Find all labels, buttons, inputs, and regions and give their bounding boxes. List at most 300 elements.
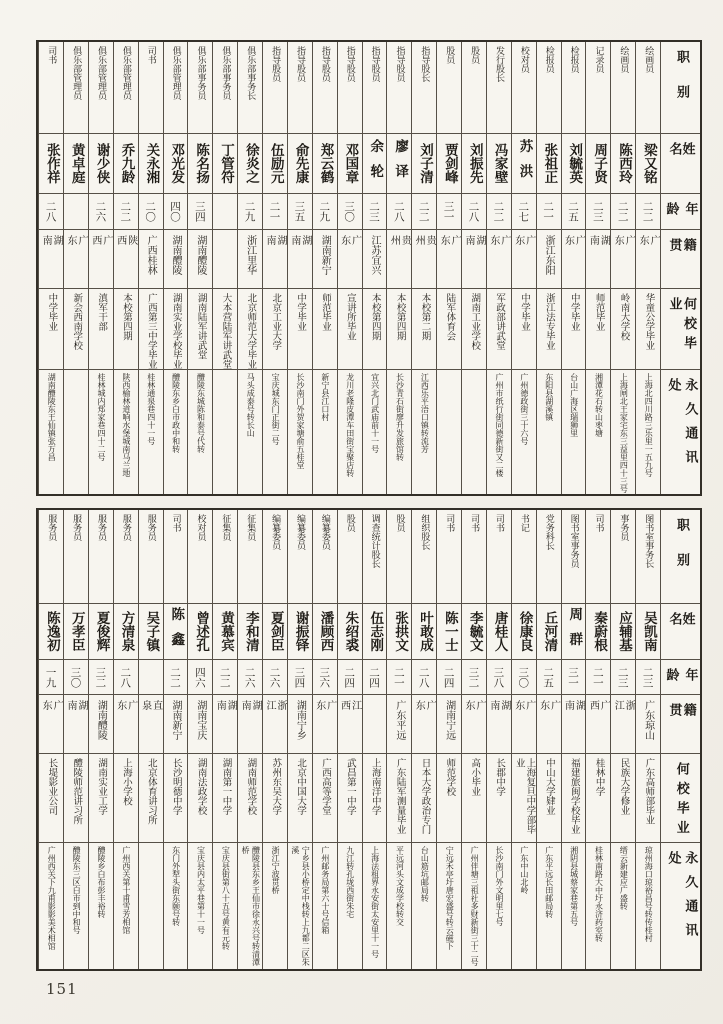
person-column <box>287 42 312 494</box>
school-cell: 福建旅闽学校毕业 <box>562 754 586 843</box>
school-cell: 武昌第一中学 <box>338 754 362 843</box>
name-cell: 张祖正 <box>537 134 561 194</box>
name-cell: 黄慕宾 <box>213 604 237 660</box>
school-cell: 广西第三中学毕业 <box>139 289 163 370</box>
job-title-cell: 图书室事务员 <box>562 510 586 604</box>
person-column <box>212 510 237 969</box>
origin-cell: 广东 <box>487 230 511 289</box>
age-cell: 二八 <box>412 660 436 695</box>
address-cell: 广州西关第十甫雪芳相馆 <box>121 846 131 934</box>
age-cell: 一九 <box>39 660 63 695</box>
address-cell: 长沙南门外文明里七号 <box>495 846 504 926</box>
job-title-cell: 俱乐部事务员 <box>188 42 212 134</box>
row-header-column <box>660 42 700 494</box>
job-title-cell: 征集员 <box>213 510 237 604</box>
address-cell: 陕西榆林道响水堡城南马兰地 <box>121 373 131 477</box>
origin-cell: 湖南 <box>487 695 511 754</box>
job-title-cell: 指导股员 <box>363 42 387 134</box>
school-cell: 广东陆军测量毕业 <box>387 754 411 843</box>
school-cell: 本校第四期 <box>114 289 138 370</box>
job-title-cell: 指导股员 <box>288 42 312 134</box>
name-cell: 吴凯南 <box>636 604 660 660</box>
address-cell: 浙江宁波贯桥 <box>271 846 281 894</box>
header-job-title: 职别 <box>661 42 700 134</box>
person-column <box>212 42 237 494</box>
person-column <box>610 510 635 969</box>
age-cell: 二五 <box>562 194 586 230</box>
address-cell: 桂林南路大中圩永济药室转 <box>594 846 604 942</box>
job-title-cell: 司书 <box>487 510 511 604</box>
job-title-cell: 记录员 <box>586 42 610 134</box>
school-cell: 广西高等学堂 <box>313 754 337 843</box>
school-cell: 中学毕业 <box>39 289 63 370</box>
address-cell: 东阳县湖溪镇 <box>544 373 554 421</box>
school-cell: 滇军干部 <box>89 289 113 370</box>
person-column <box>88 42 113 494</box>
person-column <box>237 42 262 494</box>
person-column <box>362 42 387 494</box>
school-cell: 中学毕业 <box>512 289 536 370</box>
school-cell: 岭南大学校 <box>611 289 635 370</box>
job-title-cell: 绘画员 <box>611 42 635 134</box>
person-column <box>511 42 536 494</box>
header-age: 年龄 <box>661 660 700 695</box>
origin-cell: 广东 <box>313 695 337 754</box>
address-cell: 湘阴县城蔡家巷第五号 <box>569 846 579 926</box>
age-cell: 四六 <box>188 660 212 695</box>
job-title-cell: 校对员 <box>188 510 212 604</box>
age-cell: 三四 <box>288 660 312 695</box>
person-column <box>561 42 586 494</box>
school-cell: 本校第二期 <box>412 289 436 370</box>
age-cell: 三五 <box>288 194 312 230</box>
name-cell: 刘毓英 <box>562 134 586 194</box>
address-cell: 宝庆城东门正街二号 <box>271 373 281 445</box>
age-cell: 二一 <box>387 660 411 695</box>
address-cell: 宁乡县小桥定中栈转上九都二区朱溪 <box>290 846 311 966</box>
person-column <box>287 510 312 969</box>
age-cell: 三二 <box>89 660 113 695</box>
name-cell: 丁管符 <box>213 134 237 194</box>
address-cell: 醴陵东乡白市政中和转 <box>171 373 181 453</box>
job-title-cell: 服务员 <box>89 510 113 604</box>
age-cell: 二六 <box>263 660 287 695</box>
job-title-cell: 服务员 <box>64 510 88 604</box>
job-title-cell: 司书 <box>164 510 188 604</box>
person-column <box>362 510 387 969</box>
origin-cell: 广东 <box>114 695 138 754</box>
address-cell: 醴陵东三区白市到中和号 <box>72 846 82 934</box>
age-cell: 二一 <box>537 194 561 230</box>
name-cell: 刘子清 <box>412 134 436 194</box>
header-job-title: 职别 <box>661 510 700 604</box>
name-cell: 吴子镇 <box>139 604 163 660</box>
name-cell: 叶敢成 <box>412 604 436 660</box>
job-title-cell: 俱乐部事务员 <box>213 42 237 134</box>
person-column <box>138 510 163 969</box>
origin-cell: 湖南 <box>263 230 287 289</box>
school-cell: 陆军体育会 <box>437 289 461 370</box>
address-cell: 醴陵乡白布彭丰裕转 <box>97 846 106 918</box>
age-cell: 二三 <box>586 194 610 230</box>
person-column <box>312 42 337 494</box>
school-cell: 中学毕业 <box>288 289 312 370</box>
name-cell: 周子贤 <box>586 134 610 194</box>
age-cell: 二六 <box>238 660 262 695</box>
person-column <box>187 510 212 969</box>
job-title-cell: 服务员 <box>139 510 163 604</box>
origin-cell: 广东 <box>412 695 436 754</box>
school-cell: 本校第四期 <box>387 289 411 370</box>
age-cell: 二二 <box>487 194 511 230</box>
job-title-cell: 俱乐部管理员 <box>164 42 188 134</box>
person-column <box>38 510 63 969</box>
name-cell: 朱绍裘 <box>338 604 362 660</box>
name-cell: 谢少侠 <box>89 134 113 194</box>
address-cell: 桂林通泉巷四十一号 <box>146 373 156 445</box>
origin-cell: 湖南醴陵 <box>188 230 212 289</box>
school-cell: 北京体育讲习所 <box>139 754 163 843</box>
school-cell: 上海小学校 <box>114 754 138 843</box>
age-cell: 二八 <box>387 194 411 230</box>
name-cell: 陈名扬 <box>188 134 212 194</box>
roster-table-upper <box>36 40 702 496</box>
person-column <box>635 510 660 969</box>
job-title-cell: 指导股长 <box>412 42 436 134</box>
job-title-cell: 书记 <box>512 510 536 604</box>
address-cell: 台山筋坑邮局转 <box>420 846 430 902</box>
name-cell: 万孝臣 <box>64 604 88 660</box>
age-cell: 二一 <box>263 194 287 230</box>
age-cell: 二九 <box>238 194 262 230</box>
job-title-cell: 编纂委员 <box>263 510 287 604</box>
origin-cell: 广东 <box>64 230 88 289</box>
age-cell: 三四 <box>188 194 212 230</box>
origin-cell: 广东 <box>39 695 63 754</box>
address-cell: 上海法租界永安街太安里十一号 <box>370 846 380 958</box>
name-cell: 黄卓庭 <box>64 134 88 194</box>
person-column <box>187 42 212 494</box>
age-cell: 二一 <box>586 660 610 695</box>
age-cell: 三一 <box>437 194 461 230</box>
address-cell: 琼州海口琼裕昌号转传桂村 <box>644 846 654 942</box>
origin-cell: 湖南宁远 <box>437 695 461 754</box>
origin-cell: 广东 <box>636 230 660 289</box>
age-cell: 三一 <box>562 660 586 695</box>
name-cell: 陈鑫 <box>164 604 188 660</box>
school-cell: 宣讲所毕业 <box>338 289 362 370</box>
school-cell: 师范毕业 <box>586 289 610 370</box>
name-cell: 陈逸初 <box>39 604 63 660</box>
name-cell: 夏剑臣 <box>263 604 287 660</box>
age-cell: 四〇 <box>164 194 188 230</box>
school-cell: 中山大学肄业 <box>537 754 561 843</box>
name-cell: 俞先康 <box>288 134 312 194</box>
person-column <box>63 510 88 969</box>
school-cell: 湖南第一中学 <box>213 754 237 843</box>
job-title-cell: 指导股员 <box>387 42 411 134</box>
job-title-cell: 发行股长 <box>487 42 511 134</box>
person-column <box>163 42 188 494</box>
address-cell: 上海闸北王家宅东三益里四十三号 <box>619 373 629 493</box>
origin-cell: 广东 <box>462 695 486 754</box>
name-cell: 潘顾西 <box>313 604 337 660</box>
age-cell: 三〇 <box>64 660 88 695</box>
person-column <box>262 510 287 969</box>
origin-cell: 湖南 <box>586 230 610 289</box>
address-cell: 宝庆县街第八十五号黄有元转 <box>221 846 231 950</box>
header-origin: 籍贯 <box>661 230 700 289</box>
age-cell: 二八 <box>39 194 63 230</box>
school-cell: 师范毕业 <box>313 289 337 370</box>
origin-cell: 陕西 <box>114 230 138 289</box>
age-cell: 二七 <box>512 194 536 230</box>
name-cell: 徐康良 <box>512 604 536 660</box>
name-cell: 余轮 <box>363 134 387 194</box>
person-column <box>88 510 113 969</box>
origin-cell: 浙江 <box>611 695 635 754</box>
origin-cell: 广东平远 <box>387 695 411 754</box>
school-cell: 苏州东吴大学 <box>263 754 287 843</box>
age-cell: 三〇 <box>512 660 536 695</box>
age-cell: 三二 <box>462 660 486 695</box>
name-cell: 丘河清 <box>537 604 561 660</box>
origin-cell: 贵州 <box>387 230 411 289</box>
person-column <box>536 42 561 494</box>
person-column <box>411 510 436 969</box>
job-title-cell: 组织股长 <box>412 510 436 604</box>
person-column <box>436 42 461 494</box>
job-title-cell: 司书 <box>462 510 486 604</box>
origin-cell: 广西桂林 <box>139 230 163 289</box>
job-title-cell: 俱乐部事务长 <box>238 42 262 134</box>
address-cell: 马头成泰号转长山 <box>246 373 256 437</box>
person-column <box>561 510 586 969</box>
person-column <box>436 510 461 969</box>
person-column <box>386 42 411 494</box>
age-cell: 二三 <box>636 660 660 695</box>
address-cell <box>139 843 163 969</box>
school-cell: 日本大学政治专门 <box>412 754 436 843</box>
job-title-cell: 图书室事务长 <box>636 510 660 604</box>
age-cell: 二二 <box>611 194 635 230</box>
origin-cell: 湖南醴陵 <box>89 695 113 754</box>
name-cell: 关永湘 <box>139 134 163 194</box>
origin-cell: 湖南 <box>64 695 88 754</box>
address-cell: 湖南醴陵东王仙镇张万昌 <box>47 373 57 461</box>
address-cell: 醴陵县东乡王仙市徐永兴号转清潭桥 <box>241 846 261 966</box>
address-cell: 广州西关下九甫影影美术相馆 <box>47 846 57 950</box>
name-cell: 梁又铭 <box>636 134 660 194</box>
school-cell: 长堤影业公司 <box>39 754 63 843</box>
address-cell: 宜兴北门武庙前十一号 <box>370 373 380 453</box>
person-column <box>113 510 138 969</box>
header-school: 何校毕业 <box>661 289 700 370</box>
age-cell: 二〇 <box>139 194 163 230</box>
address-cell <box>462 370 486 494</box>
age-cell: 二四 <box>363 660 387 695</box>
school-cell: 上海南洋中学 <box>363 754 387 843</box>
age-cell: 二二 <box>412 194 436 230</box>
page-number: 151 <box>46 980 78 998</box>
person-column <box>486 42 511 494</box>
origin-cell: 广东 <box>611 230 635 289</box>
job-title-cell: 司书 <box>586 510 610 604</box>
address-cell: 宁远禾亭圩唐宏盛号转云磁下 <box>445 846 455 950</box>
origin-cell: 湖南 <box>562 695 586 754</box>
person-column <box>461 42 486 494</box>
job-title-cell: 指导股员 <box>338 42 362 134</box>
address-cell: 广州伴塘三祖社多财新街三十二号 <box>470 846 480 966</box>
address-cell: 台山广海区瑞狮里 <box>569 373 579 437</box>
school-cell: 师范学校 <box>437 754 461 843</box>
origin-cell: 贵州 <box>412 230 436 289</box>
origin-cell: 湖南 <box>213 695 237 754</box>
job-title-cell: 编纂委员 <box>313 510 337 604</box>
name-cell: 周群 <box>562 604 586 660</box>
person-column <box>411 42 436 494</box>
address-cell: 湘潭花石转山枣塘 <box>594 373 604 437</box>
person-column <box>38 42 63 494</box>
school-cell: 本校第四期 <box>363 289 387 370</box>
age-cell: 二二 <box>114 194 138 230</box>
origin-cell: 广东 <box>437 230 461 289</box>
origin-cell: 湖南宁乡 <box>288 695 312 754</box>
person-column <box>138 42 163 494</box>
age-cell: 三〇 <box>338 194 362 230</box>
header-origin: 籍贯 <box>661 695 700 754</box>
job-title-cell: 服务员 <box>39 510 63 604</box>
origin-cell: 广西 <box>586 695 610 754</box>
origin-cell: 浙江东阳 <box>537 230 561 289</box>
name-cell: 刘振先 <box>462 134 486 194</box>
name-cell: 苏洪 <box>512 134 536 194</box>
address-cell: 江西乐平浯口镇转流芳 <box>420 373 430 453</box>
origin-cell: 广东 <box>338 230 362 289</box>
origin-cell: 湖南新宁 <box>164 695 188 754</box>
address-cell <box>437 370 461 494</box>
origin-cell: 广东 <box>537 695 561 754</box>
school-cell: 湖南实业工学 <box>89 754 113 843</box>
job-title-cell: 司书 <box>39 42 63 134</box>
name-cell: 张作祥 <box>39 134 63 194</box>
header-name: 姓名 <box>661 604 700 660</box>
person-column <box>163 510 188 969</box>
school-cell: 长郡中学 <box>487 754 511 843</box>
address-cell: 长沙南门外贺家塘俞五桂堂 <box>296 373 305 469</box>
origin-cell: 湖南 <box>238 695 262 754</box>
job-title-cell: 俱乐部管理员 <box>114 42 138 134</box>
person-column <box>585 510 610 969</box>
address-cell: 平远河头文成学校转交 <box>395 846 405 926</box>
name-cell: 邓光发 <box>164 134 188 194</box>
job-title-cell: 征集员 <box>238 510 262 604</box>
name-cell: 李毓文 <box>462 604 486 660</box>
person-column <box>312 510 337 969</box>
school-cell: 湖南实业学校毕业 <box>164 289 188 370</box>
person-column <box>113 42 138 494</box>
job-title-cell: 股员 <box>437 42 461 134</box>
age-cell: 二九 <box>313 194 337 230</box>
person-column <box>237 510 262 969</box>
school-cell: 中学毕业 <box>562 289 586 370</box>
name-cell: 徐炎之 <box>238 134 262 194</box>
school-cell: 湖南师范学校 <box>238 754 262 843</box>
origin-cell: 湖南宝庆 <box>188 695 212 754</box>
origin-cell: 湖南醴陵 <box>164 230 188 289</box>
age-cell <box>139 660 163 695</box>
address-cell: 广东平远长田邮局转 <box>544 846 554 918</box>
address-cell: 东门外犁头街东颐号转 <box>171 846 181 926</box>
address-cell: 广州德政街三十六号 <box>519 373 529 445</box>
person-column <box>536 510 561 969</box>
origin-cell: 湖南新宁 <box>313 230 337 289</box>
address-cell <box>64 370 88 494</box>
name-cell: 方清泉 <box>114 604 138 660</box>
age-cell: 二五 <box>537 660 561 695</box>
age-cell <box>64 194 88 230</box>
job-title-cell: 指导股员 <box>263 42 287 134</box>
school-cell: 大本营陆军讲武堂 <box>213 289 237 370</box>
person-column <box>337 510 362 969</box>
person-column <box>585 42 610 494</box>
name-cell: 谢振铎 <box>288 604 312 660</box>
header-name: 姓名 <box>661 134 700 194</box>
age-cell: 二六 <box>89 194 113 230</box>
age-cell <box>213 194 237 230</box>
person-column <box>63 42 88 494</box>
address-cell: 龙川老隆皮潭车田街宝聚店转 <box>345 373 355 477</box>
origin-cell: 江苏宜兴 <box>363 230 387 289</box>
age-cell: 二四 <box>437 660 461 695</box>
school-cell: 浙江法专毕业 <box>537 289 561 370</box>
person-column <box>610 42 635 494</box>
origin-cell <box>363 695 387 754</box>
origin-cell: 江西 <box>338 695 362 754</box>
age-cell: 二二 <box>164 660 188 695</box>
school-cell: 华童公学毕业 <box>636 289 660 370</box>
row-header-column <box>660 510 700 969</box>
person-column <box>461 510 486 969</box>
name-cell: 陈一士 <box>437 604 461 660</box>
job-title-cell: 编纂委员 <box>288 510 312 604</box>
job-title-cell: 指导股员 <box>313 42 337 134</box>
address-cell: 广州邮务局第六十号信箱 <box>320 846 330 934</box>
origin-cell: 广西 <box>89 230 113 289</box>
age-cell: 二四 <box>338 660 362 695</box>
name-cell: 曾述孔 <box>188 604 212 660</box>
origin-cell: 湖南 <box>288 230 312 289</box>
header-school: 何校毕业 <box>661 754 700 843</box>
name-cell: 冯家壁 <box>487 134 511 194</box>
origin-cell: 直泉 <box>139 695 163 754</box>
address-cell: 新宁县江口村 <box>320 373 330 421</box>
job-title-cell: 股员 <box>462 42 486 134</box>
age-cell: 三八 <box>487 660 511 695</box>
job-title-cell: 俱乐部管理员 <box>89 42 113 134</box>
origin-cell: 广东琼山 <box>636 695 660 754</box>
school-cell: 长沙明德中学 <box>164 754 188 843</box>
age-cell: 二三 <box>363 194 387 230</box>
origin-cell <box>213 230 237 289</box>
name-cell: 陈西玲 <box>611 134 635 194</box>
age-cell: 二二 <box>213 660 237 695</box>
age-cell: 二三 <box>611 660 635 695</box>
age-cell: 二二 <box>636 194 660 230</box>
name-cell: 邓国章 <box>338 134 362 194</box>
job-title-cell: 俱乐部管理员 <box>64 42 88 134</box>
origin-cell: 湖南 <box>462 230 486 289</box>
